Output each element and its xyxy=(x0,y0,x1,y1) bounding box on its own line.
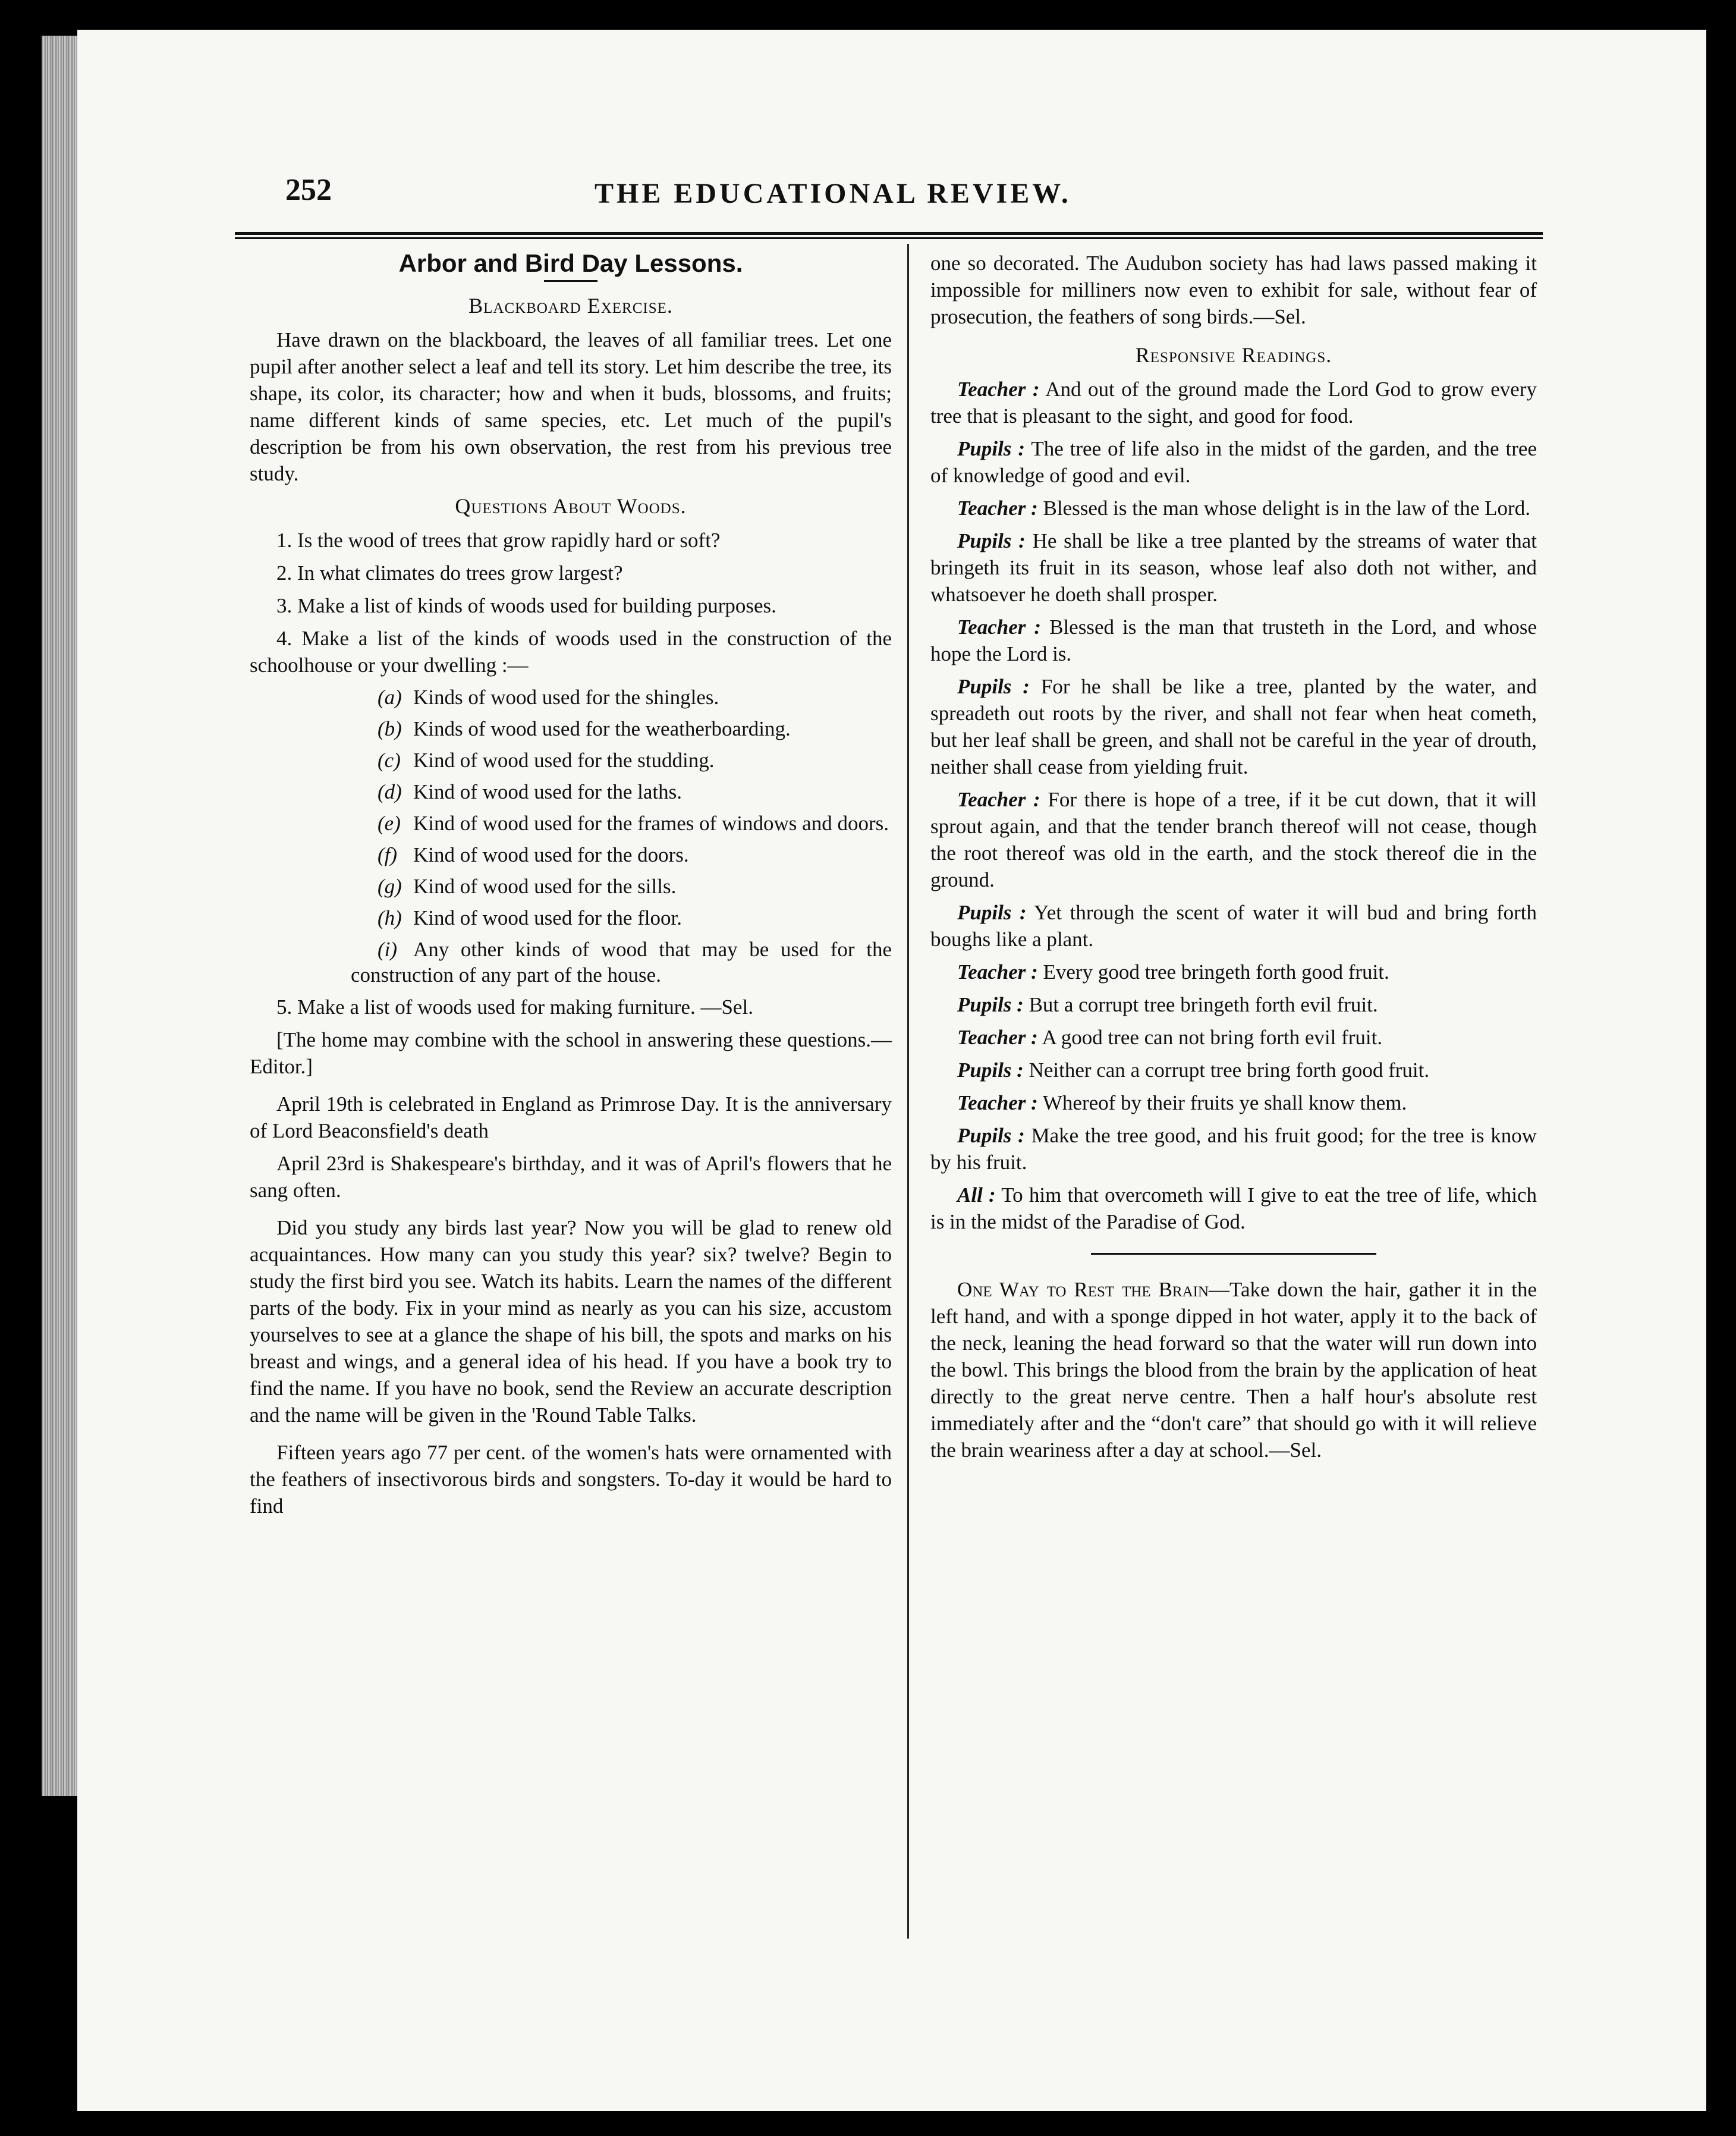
sub-item-d: (d) Kind of wood used for the laths. xyxy=(378,780,683,803)
sub-item-b: (b) Kinds of wood used for the weatherboarding. xyxy=(378,717,791,740)
rest-the-brain-heading: One Way to Rest the Brain xyxy=(957,1278,1209,1301)
reading-line: Teacher : A good tree can not bring forth evil fruit. xyxy=(957,1026,1383,1049)
shakespeare-paragraph: April 23rd is Shakespeare's birthday, and it was of April's flowers that he sang often. xyxy=(250,1152,892,1202)
sub-item-a: (a) Kinds of wood used for the shingles. xyxy=(378,686,719,709)
sub-item-c: (c) Kind of wood used for the studding. xyxy=(378,749,715,772)
sub-item-h: (h) Kind of wood used for the floor. xyxy=(378,906,683,929)
reading-line: Pupils : But a corrupt tree bringeth forth evil fruit. xyxy=(957,993,1378,1016)
reading-line: Teacher : For there is hope of a tree, if it be cut down, that it will sprout again, and that the tender branch thereof will not cease, though the root thereof was old in the earth, and the stock thereof die in the ground. xyxy=(930,788,1537,891)
hats-continued-paragraph: one so decorated. The Audubon society has had laws passed making it impossible for milliners now even to exhibit for sale, without fear of prosecution, the feathers of song birds.—Sel. xyxy=(930,252,1537,328)
sub-item-e: (e) Kind of wood used for the frames of windows and doors. xyxy=(378,812,889,835)
birds-paragraph: Did you study any birds last year? Now you will be glad to renew old acquaintances. How many can you study this year? six? twelve? Begin to study the first bird you see. Watch its habits. Learn the names of the different parts of the body. Fix in your mind as nearly as you can his size, accustom yourselves to see at a glance the shape of his bill, the spots and marks on his breast and wings, and a general idea of his head. If you have a book try to find the name. If you have no book, send the Review an accurate description and the name will be given in the 'Round Table Talks. xyxy=(250,1216,892,1427)
hats-paragraph: Fifteen years ago 77 per cent. of the women's hats were ornamented with the feathers of insectivorous birds and songsters. To-day it would be hard to find xyxy=(250,1441,892,1518)
article-title: Arbor and Bird Day Lessons. xyxy=(398,249,743,277)
right-column xyxy=(930,250,1537,1469)
page-header xyxy=(285,155,1225,226)
responsive-readings xyxy=(930,376,1537,1235)
wood-sub-list xyxy=(250,684,892,988)
running-title: THE EDUCATIONAL REVIEW. xyxy=(595,178,1071,209)
blackboard-paragraph: Have drawn on the blackboard, the leaves of all familiar trees. Let one pupil after another select a leaf and tell its story. Let him describe the tree, its shape, its color, its character; how and when it buds, blossoms, and fruits; name different kinds of same species, etc. Let much of the pupil's description be from his own observation, the rest from his previous tree study. xyxy=(250,328,892,485)
page-number: 252 xyxy=(285,173,332,207)
reading-line: Pupils : Neither can a corrupt tree bring forth good fruit. xyxy=(957,1058,1430,1082)
editor-note: [The home may combine with the school in answering these questions.—Editor.] xyxy=(250,1028,892,1078)
reading-line: Pupils : Make the tree good, and his fruit good; for the tree is know by his fruit. xyxy=(930,1124,1537,1174)
reading-line: Teacher : Blessed is the man that trusteth in the Lord, and whose hope the Lord is. xyxy=(930,615,1537,665)
questions-heading: Questions About Woods. xyxy=(455,494,687,518)
reading-line: Pupils : For he shall be like a tree, planted by the water, and spreadeth out roots by the river, and shall not fear when heat cometh, but her leaf shall be green, and shall not be careful in the year of drouth, neither shall cease from yielding fruit. xyxy=(930,675,1537,778)
question-2: 2. In what climates do trees grow largest? xyxy=(276,561,623,585)
blackboard-heading: Blackboard Exercise. xyxy=(468,294,673,318)
question-4: 4. Make a list of the kinds of woods used in the construction of the schoolhouse or your dwelling :— xyxy=(250,627,892,677)
reading-line: Teacher : Whereof by their fruits ye shall know them. xyxy=(957,1091,1407,1114)
reading-line: Teacher : Every good tree bringeth forth good fruit. xyxy=(957,960,1389,984)
sub-item-g: (g) Kind of wood used for the sills. xyxy=(378,875,677,898)
left-column xyxy=(250,250,892,1525)
question-5: 5. Make a list of woods used for making furniture. —Sel. xyxy=(276,995,753,1019)
reading-line: Pupils : He shall be like a tree planted by the streams of water that bringeth its fruit in its season, whose leaf also doth not wither, and whatsoever he doeth shall prosper. xyxy=(930,529,1537,606)
header-double-rule xyxy=(235,232,1543,239)
reading-line: Pupils : The tree of life also in the midst of the garden, and the tree of knowledge of good and evil. xyxy=(930,437,1537,487)
readings-heading: Responsive Readings. xyxy=(1135,343,1332,367)
reading-line: Teacher : And out of the ground made the Lord God to grow every tree that is pleasant to the sight, and good for food. xyxy=(930,378,1537,428)
reading-line: Teacher : Blessed is the man whose delight is in the law of the Lord. xyxy=(957,497,1530,520)
section-rule xyxy=(1091,1253,1376,1255)
column-divider xyxy=(907,244,909,1939)
reading-line: All : To him that overcometh will I give to eat the tree of life, which is in the midst of the Paradise of God. xyxy=(930,1183,1537,1233)
question-3: 3. Make a list of kinds of woods used for building purposes. xyxy=(276,594,776,617)
question-1: 1. Is the wood of trees that grow rapidly hard or soft? xyxy=(276,529,721,552)
rest-the-brain-paragraph: One Way to Rest the Brain—Take down the hair, gather it in the left hand, and with a sponge dipped in hot water, apply it to the back of the neck, leaning the head forward so that the water will run down into the bowl. This brings the blood from the brain by the application of heat directly to the great nerve centre. Then a half hour's absolute rest immediately after and the “don't care” that should go with it will relieve the brain weariness after a day at school.—Sel. xyxy=(930,1278,1537,1462)
sub-item-i: (i) Any other kinds of wood that may be used for the construction of any part of the house. xyxy=(351,938,892,987)
sub-item-f: (f) Kind of wood used for the doors. xyxy=(378,843,689,866)
reading-line: Pupils : Yet through the scent of water it will bud and bring forth boughs like a plant. xyxy=(930,901,1537,951)
primrose-day-paragraph: April 19th is celebrated in England as Primrose Day. It is the anniversary of Lord Beaconsfield's death xyxy=(250,1092,892,1142)
title-rule xyxy=(544,280,597,282)
